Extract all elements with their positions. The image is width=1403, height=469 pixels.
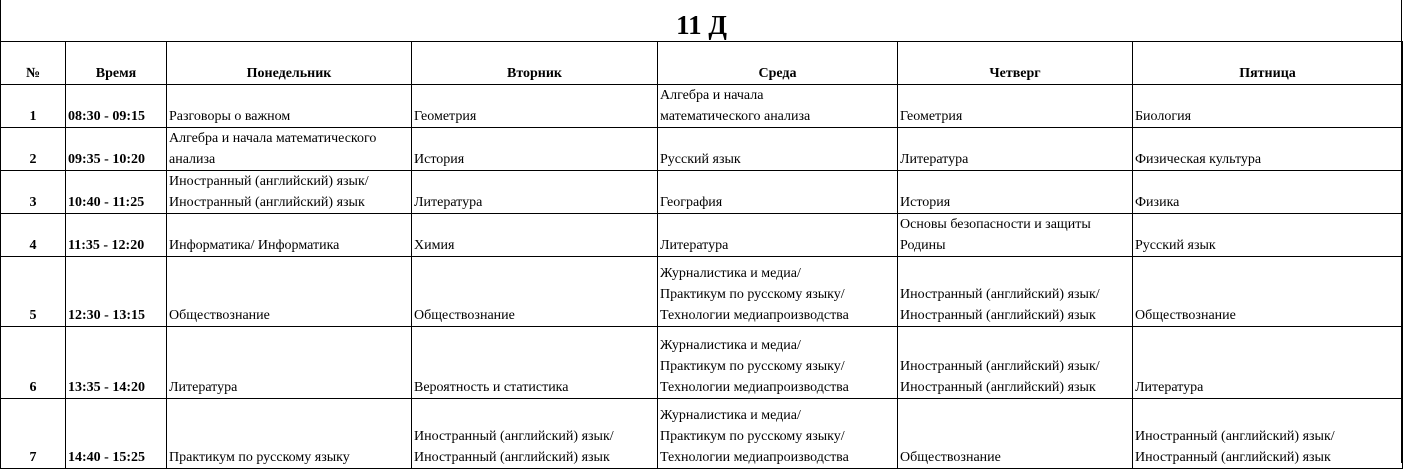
table-row [1,326,1403,398]
wednesday-cell: Алгебра и начала математического анализа [658,84,898,127]
thursday-cell: История [898,170,1133,213]
table-row [1,213,1403,256]
wednesday-cell: Литература [658,213,898,256]
header-monday: Понедельник [167,42,412,84]
friday-cell: Русский язык [1133,213,1403,256]
lesson-number: 1 [1,84,66,127]
header-time: Время [66,42,167,84]
friday-cell: Обществознание [1133,256,1403,326]
monday-cell: Литература [167,326,412,398]
table-row [1,170,1403,213]
thursday-cell: Иностранный (английский) язык/ Иностранный (английский) язык [898,256,1133,326]
table-row [1,127,1403,170]
friday-cell: Биология [1133,84,1403,127]
lesson-number: 4 [1,213,66,256]
thursday-cell: Основы безопасности и защиты Родины [898,213,1133,256]
friday-cell: Физика [1133,170,1403,213]
thursday-cell: Иностранный (английский) язык/ Иностранный (английский) язык [898,326,1133,398]
lesson-time: 12:30 - 13:15 [66,256,167,326]
tuesday-cell: Литература [412,170,658,213]
header-thursday: Четверг [898,42,1133,84]
monday-cell: Разговоры о важном [167,84,412,127]
tuesday-cell: Геометрия [412,84,658,127]
monday-cell: Обществознание [167,256,412,326]
monday-cell: Алгебра и начала математического анализа [167,127,412,170]
lesson-time: 14:40 - 15:25 [66,398,167,468]
header-wednesday: Среда [658,42,898,84]
lesson-number: 3 [1,170,66,213]
lesson-number: 2 [1,127,66,170]
header-friday: Пятница [1133,42,1403,84]
friday-cell: Физическая культура [1133,127,1403,170]
friday-cell: Иностранный (английский) язык/ Иностранный (английский) язык [1133,398,1403,468]
table-row [1,84,1403,127]
tuesday-cell: Иностранный (английский) язык/ Иностранный (английский) язык [412,398,658,468]
class-title: 11 Д [0,0,1403,42]
table-row [1,398,1403,468]
monday-cell: Иностранный (английский) язык/ Иностранный (английский) язык [167,170,412,213]
table-row [1,256,1403,326]
wednesday-cell: Журналистика и медиа/ Практикум по русскому языку/ Технологии медиапроизводства [658,326,898,398]
lesson-time: 13:35 - 14:20 [66,326,167,398]
thursday-cell: Литература [898,127,1133,170]
wednesday-cell: Журналистика и медиа/ Практикум по русскому языку/ Технологии медиапроизводства [658,256,898,326]
friday-cell: Литература [1133,326,1403,398]
lesson-time: 09:35 - 10:20 [66,127,167,170]
lesson-time: 11:35 - 12:20 [66,213,167,256]
wednesday-cell: Русский язык [658,127,898,170]
monday-cell: Практикум по русскому языку [167,398,412,468]
lesson-time: 10:40 - 11:25 [66,170,167,213]
header-number: № [1,42,66,84]
header-row [1,42,1403,84]
wednesday-cell: Журналистика и медиа/ Практикум по русскому языку/ Технологии медиапроизводства [658,398,898,468]
tuesday-cell: История [412,127,658,170]
wednesday-cell: География [658,170,898,213]
thursday-cell: Геометрия [898,84,1133,127]
lesson-time: 08:30 - 09:15 [66,84,167,127]
tuesday-cell: Химия [412,213,658,256]
header-tuesday: Вторник [412,42,658,84]
tuesday-cell: Вероятность и статистика [412,326,658,398]
tuesday-cell: Обществознание [412,256,658,326]
lesson-number: 7 [1,398,66,468]
thursday-cell: Обществознание [898,398,1133,468]
schedule-table [0,42,1403,469]
lesson-number: 6 [1,326,66,398]
monday-cell: Информатика/ Информатика [167,213,412,256]
lesson-number: 5 [1,256,66,326]
